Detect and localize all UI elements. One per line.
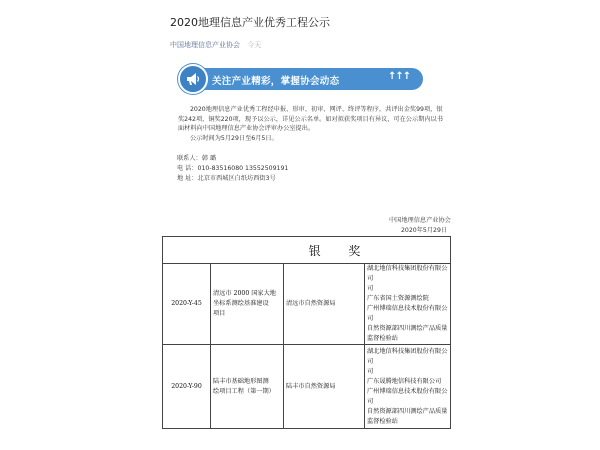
project-id: 2020-Y-90 xyxy=(163,345,211,429)
unit-line: 湖北地信科技集团股份有限公司 xyxy=(367,265,448,282)
unit-line: 广州博瑞信息技术股份有限公司 xyxy=(367,305,448,322)
project-name xyxy=(211,345,284,429)
contact-address: 地 址：北京市西城区白纸坊西街3号 xyxy=(177,175,276,182)
announcement-paragraph: 2020地理信息产业优秀工程经申报、形审、初审、网评、终评等程序，共评出金奖99项，银奖242项，铜奖220项，现予以公示，详见公示名单。如对拟获奖项目有异议，可在公示期内以书面材料向中国地理信息产业协会评审办公室提出。 xyxy=(178,106,443,132)
unit-line: 广东晟腾地信科技有限公司 xyxy=(367,377,442,385)
project-owner: 清远市自然资源局 xyxy=(284,264,365,345)
megaphone-icon xyxy=(178,64,208,94)
unit-line: 广州博瑞信息技术股份有限公司 xyxy=(367,387,448,405)
contact-person: 联系人：韩 璐 xyxy=(177,155,217,162)
unit-line: 监督检验站 xyxy=(367,335,398,342)
project-name xyxy=(211,264,284,345)
announcement-body xyxy=(178,105,443,143)
unit-line: 自然资源部四川测绘产品质量 xyxy=(367,325,448,332)
award-heading: 银 奖 xyxy=(163,237,451,264)
unit-line: 司 xyxy=(367,367,374,375)
unit-line: 湖北地信科技集团股份有限公司 xyxy=(367,347,448,365)
banner-text: 关注产业精彩，掌握协会动态 xyxy=(212,76,340,87)
table-row xyxy=(163,345,451,429)
project-name-line: 陆丰市基础地形图测 xyxy=(213,377,269,385)
project-id: 2020-Y-45 xyxy=(163,264,211,345)
contact-phone: 电 话：010-83516080 13552509191 xyxy=(177,165,289,172)
signature-org: 中国地理信息产业协会 xyxy=(389,217,451,224)
article-meta xyxy=(170,40,261,50)
unit-line: 广东省国土资源测绘院 xyxy=(367,295,429,302)
announcement-period: 公示时间为5月29日至6月5日。 xyxy=(190,134,278,142)
article-title: 2020地理信息产业优秀工程公示 xyxy=(170,16,330,29)
arrow-up-icon: ↑↑↑ xyxy=(388,71,411,82)
article-page xyxy=(150,0,450,450)
signature-date: 2020年5月29日 xyxy=(401,227,448,234)
project-name-line: 项目 xyxy=(213,310,226,317)
unit-line: 监督检验站 xyxy=(367,417,398,425)
unit-line: 自然资源部四川测绘产品质量 xyxy=(367,407,448,415)
project-units xyxy=(365,264,451,345)
article-source-link[interactable]: 中国地理信息产业协会 xyxy=(170,41,240,49)
project-name-line: 坐标系测绘基准建设 xyxy=(213,300,269,307)
article-date: 今天 xyxy=(247,41,262,49)
project-owner: 陆丰市自然资源局 xyxy=(284,345,365,429)
unit-line: 司 xyxy=(367,285,374,292)
project-name-line: 清远市 2000 国家大地 xyxy=(213,290,276,297)
project-units xyxy=(365,345,451,429)
award-table xyxy=(162,236,451,429)
table-row xyxy=(163,264,451,345)
project-name-line: 绘项目工程（第一期） xyxy=(213,387,275,395)
follow-banner xyxy=(180,64,423,91)
